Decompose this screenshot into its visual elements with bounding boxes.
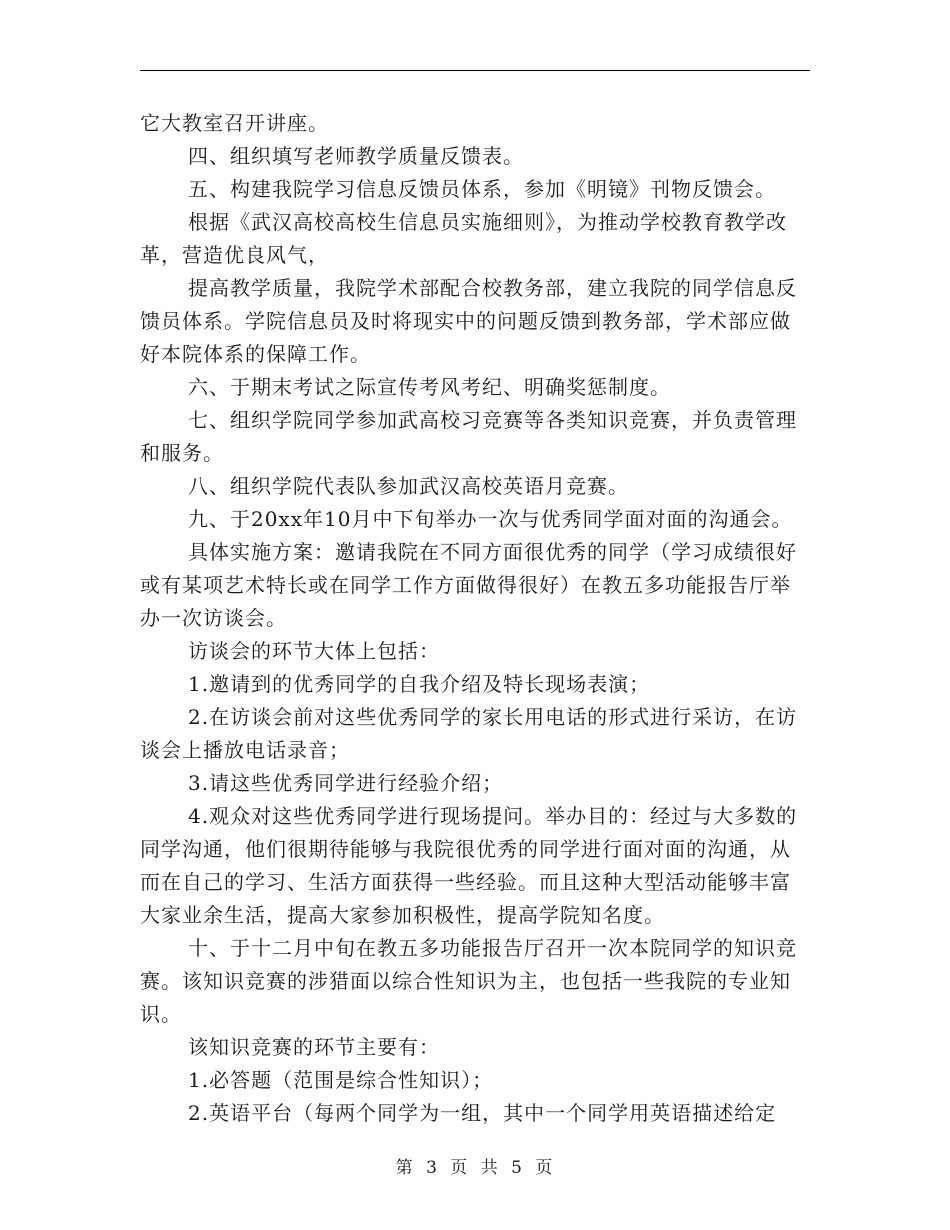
paragraph: 七、组织学院同学参加武高校习竞赛等各类知识竞赛，并负责管理和服务。 bbox=[140, 408, 797, 465]
paragraph: 该知识竞赛的环节主要有： bbox=[188, 1035, 440, 1059]
paragraph: 4.观众对这些优秀同学进行现场提问。举办目的：经过与大多数的同学沟通，他们很期待能够与我院很优秀的同学进行面对面的沟通，从而在自己的学习、生活方面获得一些经验。而且这种大型活动能够丰富大家业余生活，提高大家参加积极性，提高学院知名度。 bbox=[140, 804, 798, 927]
paragraph: 访谈会的环节大体上包括： bbox=[188, 639, 440, 663]
paragraph: 提高教学质量，我院学术部配合校教务部，建立我院的同学信息反馈员体系。学院信息员及时将现实中的问题反馈到教务部，学术部应做好本院体系的保障工作。 bbox=[140, 276, 797, 366]
paragraph: 1.必答题（范围是综合性知识）； bbox=[188, 1068, 494, 1092]
paragraph: 九、于20xx年10月中下旬举办一次与优秀同学面对面的沟通会。 bbox=[188, 507, 793, 531]
header-rule bbox=[140, 70, 810, 71]
paragraph: 具体实施方案：邀请我院在不同方面很优秀的同学（学习成绩很好或有某项艺术特长或在同学工作方面做得很好）在教五多功能报告厅举办一次访谈会。 bbox=[140, 540, 797, 630]
paragraph: 2.英语平台（每两个同学为一组，其中一个同学用英语描述给定 bbox=[188, 1101, 777, 1125]
paragraph: 它大教室召开讲座。 bbox=[140, 111, 329, 135]
paragraph: 四、组织填写老师教学质量反馈表。 bbox=[188, 144, 524, 168]
paragraph: 根据《武汉高校高校生信息员实施细则》，为推动学校教育教学改革，营造优良风气， bbox=[140, 210, 787, 267]
paragraph: 1.邀请到的优秀同学的自我介绍及特长现场表演； bbox=[188, 672, 651, 696]
paragraph: 六、于期末考试之际宣传考风考纪、明确奖惩制度。 bbox=[188, 375, 671, 399]
paragraph: 十、于十二月中旬在教五多功能报告厅召开一次本院同学的知识竞赛。该知识竞赛的涉猎面以综合性知识为主，也包括一些我院的专业知识。 bbox=[140, 936, 797, 1026]
page-number-footer: 第 3 页 共 5 页 bbox=[395, 1158, 555, 1178]
document-body bbox=[140, 107, 808, 1130]
paragraph: 五、构建我院学习信息反馈员体系，参加《明镜》刊物反馈会。 bbox=[188, 177, 776, 201]
paragraph: 3.请这些优秀同学进行经验介绍； bbox=[188, 771, 504, 795]
paragraph: 八、组织学院代表队参加武汉高校英语月竞赛。 bbox=[188, 474, 629, 498]
paragraph: 2.在访谈会前对这些优秀同学的家长用电话的形式进行采访，在访谈会上播放电话录音； bbox=[140, 705, 798, 762]
